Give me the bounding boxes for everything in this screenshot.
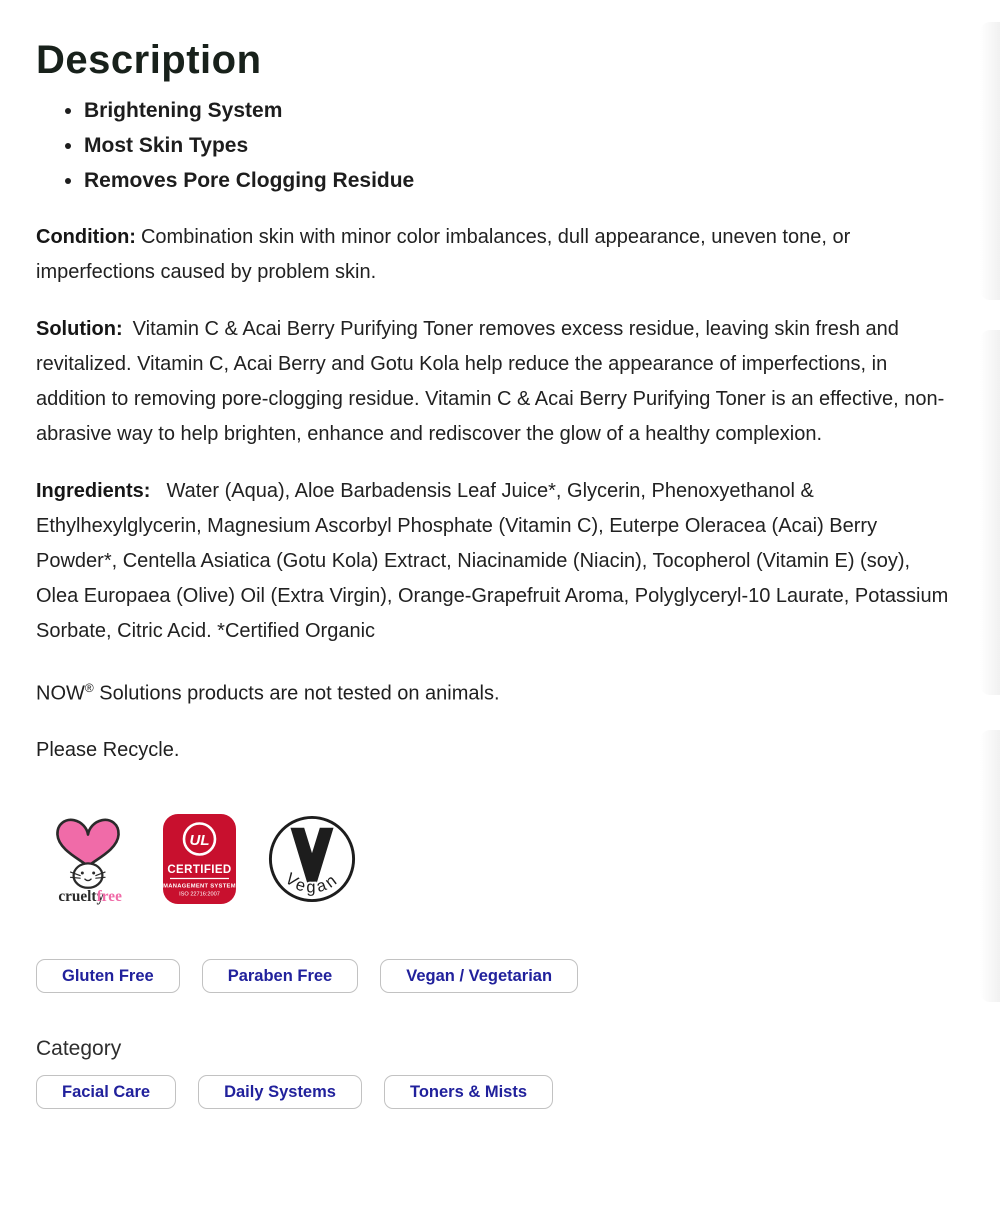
condition-paragraph (36, 220, 955, 290)
solution-paragraph (36, 312, 955, 452)
cruelty-free-icon (44, 811, 132, 907)
cruelty-word: cruelty (58, 887, 105, 905)
ingredients-text: Water (Aqua), Aloe Barbadensis Leaf Juice*, Glycerin, Phenoxyethanol & Ethylhexylglycerin, Magnesium Ascorbyl Phosphate (Vitamin C), Euterpe Oleracea (Acai) Berry Powder*, Centella Asiatica (Gotu Kola) Extract, Niacinamide (Niacin), Tocopherol (Vitamin E) (soy), Olea Europaea (Olive) Oil (Extra Virgin), Orange-Grapefruit Aroma, Polyglyceryl-10 Laurate, Potassium Sorbate, Citric Acid. *Certified Organic (36, 480, 949, 642)
category-pill-toners-mists[interactable]: Toners & Mists (384, 1075, 553, 1109)
category-label: Category (36, 1036, 122, 1060)
scrollbar-thumb[interactable] (980, 330, 1000, 695)
ingredients-label: Ingredients: (36, 480, 151, 502)
heart-ears-shape (57, 820, 118, 867)
vegan-icon (267, 813, 357, 905)
bullet-item: • Brightening System (84, 93, 955, 128)
bullet-item: • Most Skin Types (84, 128, 955, 163)
feature-bullet-list (54, 93, 955, 198)
attribute-pill-paraben-free[interactable]: Paraben Free (202, 959, 359, 993)
ul-badge-background (163, 814, 236, 904)
category-pill-daily-systems[interactable]: Daily Systems (198, 1075, 362, 1109)
certification-badges (44, 811, 955, 907)
attribute-pills (36, 959, 955, 993)
attribute-pill-gluten-free[interactable]: Gluten Free (36, 959, 180, 993)
bunny-face-shape (74, 863, 103, 887)
ul-iso-number: ISO 22716:2007 (179, 891, 220, 898)
scrollbar[interactable] (980, 0, 1000, 1230)
recycle-note: Please Recycle. (36, 738, 180, 761)
scrollbar-thumb[interactable] (980, 730, 1000, 1002)
free-word: free (96, 887, 122, 905)
ul-management-system: MANAGEMENT SYSTEM (163, 883, 236, 890)
solution-text: Vitamin C & Acai Berry Purifying Toner removes excess residue, leaving skin fresh and revitalized. Vitamin C, Acai Berry and Gotu Kola help reduce the appearance of imperfections, in addition to removing pore-clogging residue. Vitamin C & Acai Berry Purifying Toner is an effective, non-abrasive way to help brighten, enhance and rediscover the glow of a healthy complexion. (36, 318, 945, 445)
animal-testing-note (36, 671, 955, 712)
ingredients-paragraph (36, 474, 955, 649)
category-pill-facial-care[interactable]: Facial Care (36, 1075, 176, 1109)
brand-name: NOW (36, 682, 85, 705)
condition-text: Combination skin with minor color imbalances, dull appearance, uneven tone, or imperfections caused by problem skin. (36, 226, 851, 283)
attribute-pill-vegan-vegetarian[interactable]: Vegan / Vegetarian (380, 959, 578, 993)
vegan-word: Vegan (281, 868, 343, 897)
ul-certified-label: CERTIFIED (167, 863, 232, 876)
ul-certified-icon (162, 813, 237, 905)
bullet-item: • Removes Pore Clogging Residue (84, 163, 955, 198)
registered-mark: ® (84, 681, 94, 695)
condition-label: Condition: (36, 226, 136, 248)
animal-note-text: Solutions products are not tested on animals. (93, 682, 500, 705)
solution-label: Solution: (36, 318, 123, 340)
description-heading: Description (36, 38, 262, 82)
scrollbar-thumb[interactable] (980, 22, 1000, 300)
category-pills (36, 1075, 955, 1109)
ul-mark: UL (189, 831, 210, 849)
